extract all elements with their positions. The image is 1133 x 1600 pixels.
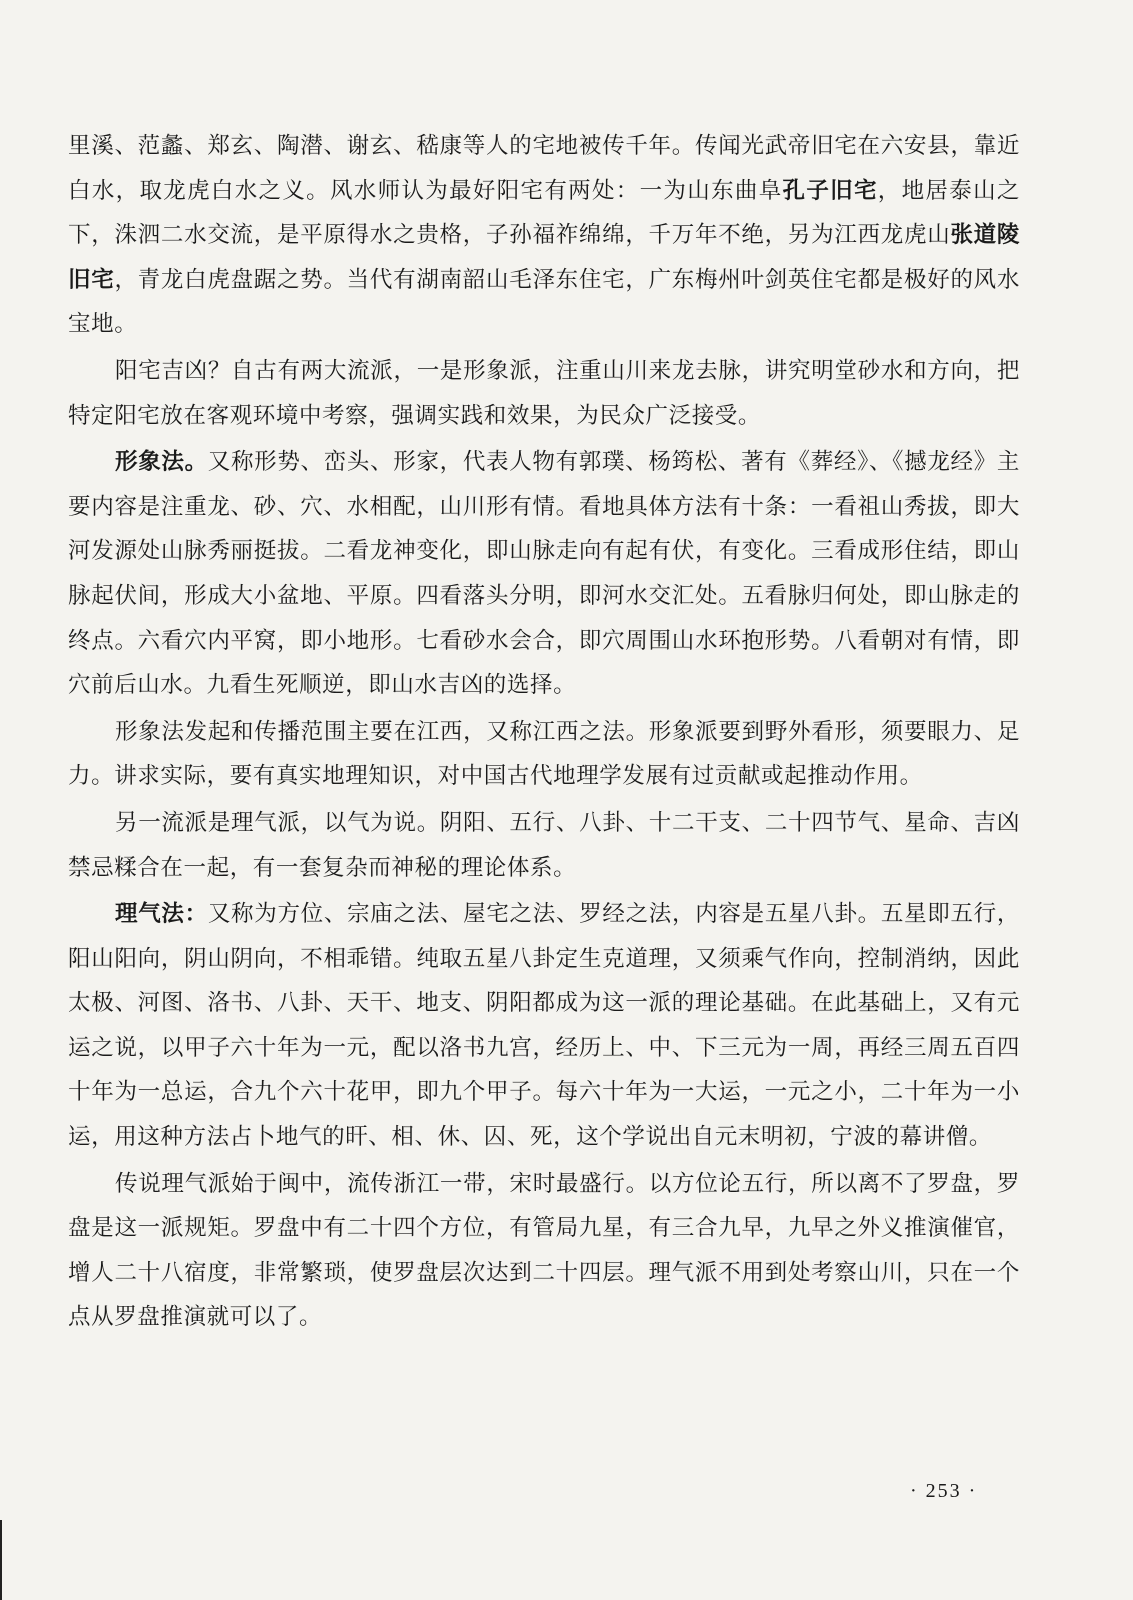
page-number: · 253 · <box>910 1480 978 1502</box>
text-run: ，地居泰山之下，洙泗二水交流，是平原得水之贵格，子孙福祚绵绵，千万年不绝，另为江西龙虎山 <box>68 177 1020 249</box>
bold-term: 孔子旧宅 <box>782 177 878 204</box>
paragraph-p4 <box>68 710 1020 799</box>
paragraph-p5 <box>68 801 1020 890</box>
paragraph-p1 <box>68 124 1020 347</box>
paragraph-p2 <box>68 349 1020 438</box>
paragraph-p7 <box>68 1162 1020 1340</box>
bold-term: 理气法： <box>115 901 208 928</box>
paragraph-p3 <box>68 440 1020 708</box>
text-run: 又称为方位、宗庙之法、屋宅之法、罗经之法，内容是五星八卦。五星即五行，阳山阳向，阴山阴向，不相乖错。纯取五星八卦定生克道理，又须乘气作向，控制消纳，因此太极、河图、洛书、八卦、天干、地支、阴阳都成为这一派的理论基础。在此基础上，又有元运之说，以甲子六十年为一元，配以洛书九宫，经历上、中、下三元为一周，再经三周五百四十年为一总运，合九个六十花甲，即九个甲子。每六十年为一大运，一元之小，二十年为一小运，用这种方法占卜地气的旰、相、休、囚、死，这个学说出自元末明初，宁波的幕讲僧。 <box>68 901 1020 1151</box>
text-run: 另一流派是理气派，以气为说。阴阳、五行、八卦、十二干支、二十四节气、星命、吉凶禁忌糅合在一起，有一套复杂而神秘的理论体系。 <box>68 809 1020 881</box>
scan-edge-mark <box>0 1520 2 1600</box>
body-text <box>68 124 1020 1342</box>
bold-term: 形象法。 <box>115 449 208 476</box>
text-run: 传说理气派始于闽中，流传浙江一带，宋时最盛行。以方位论五行，所以离不了罗盘，罗盘是这一派规矩。罗盘中有二十四个方位，有管局九星，有三合九早，九早之外义推演催官，增人二十八宿度，非常繁琐，使罗盘层次达到二十四层。理气派不用到处考察山川，只在一个点从罗盘推演就可以了。 <box>68 1170 1020 1331</box>
text-run: ，青龙白虎盘踞之势。当代有湖南韶山毛泽东住宅，广东梅州叶剑英住宅都是极好的风水宝地。 <box>68 266 1021 338</box>
text-run: 里溪、范蠡、郑玄、陶潜、谢玄、嵇康等人的宅地被传千年。传闻光武帝旧宅在六安县，靠近白水，取龙虎白水之义。风水师认为最好阳宅有两处：一为山东曲阜 <box>68 133 1020 204</box>
text-run: 阳宅吉凶？自古有两大流派，一是形象派，注重山川来龙去脉，讲究明堂砂水和方向，把特定阳宅放在客观环境中考察，强调实践和效果，为民众广泛接受。 <box>68 357 1020 429</box>
paragraph-p6 <box>68 892 1020 1160</box>
bold-term: 张道陵旧宅 <box>68 222 1020 293</box>
text-run: 形象法发起和传播范围主要在江西，又称江西之法。形象派要到野外看形，须要眼力、足力。讲求实际，要有真实地理知识，对中国古代地理学发展有过贡献或起推动作用。 <box>68 718 1020 790</box>
text-run: 又称形势、峦头、形家，代表人物有郭璞、杨筠松、著有《葬经》、《撼龙经》主要内容是注重龙、砂、穴、水相配，山川形有情。看地具体方法有十条：一看祖山秀拔，即大河发源处山脉秀丽挺拔。二看龙神变化，即山脉走向有起有伏，有变化。三看成形住结，即山脉起伏间，形成大小盆地、平原。四看落头分明，即河水交汇处。五看脉归何处，即山脉走的终点。六看穴内平窝，即小地形。七看砂水会合，即穴周围山水环抱形势。八看朝对有情，即穴前后山水。九看生死顺逆，即山水吉凶的选择。 <box>68 449 1020 699</box>
